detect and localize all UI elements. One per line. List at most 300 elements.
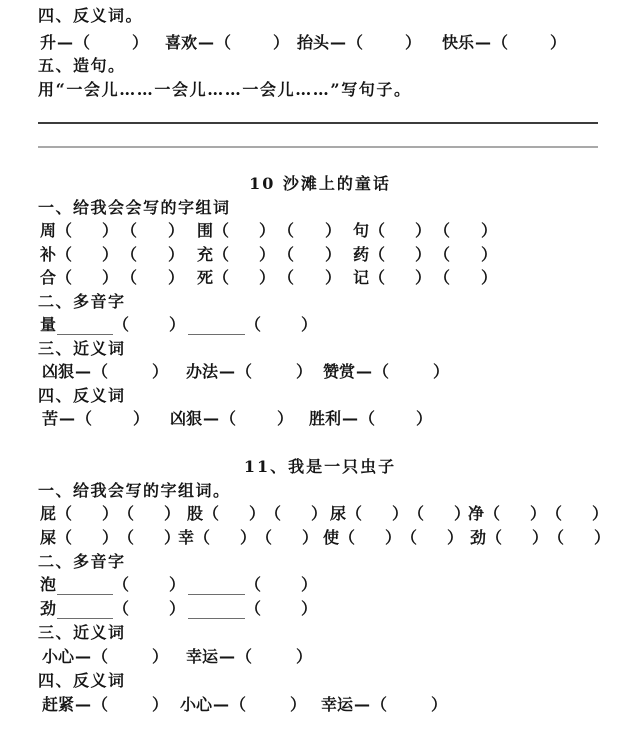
answer-blank	[245, 599, 317, 619]
answer-blank	[256, 528, 318, 548]
blank-space	[137, 268, 168, 288]
antonym-item	[297, 33, 421, 53]
close-paren: ）	[416, 409, 433, 428]
blank-space	[72, 245, 102, 265]
open-paren: （	[236, 362, 253, 381]
antonym-item	[42, 695, 168, 715]
dash: —	[57, 33, 74, 52]
dash: —	[75, 362, 92, 381]
word-prompt: 苦	[42, 409, 59, 428]
open-paren: （	[265, 504, 282, 523]
close-paren: ）	[277, 409, 294, 428]
dash: —	[219, 362, 236, 381]
blank-space	[294, 268, 325, 288]
blank-space	[362, 504, 392, 524]
open-paren: （	[373, 362, 390, 381]
answer-blank	[76, 409, 149, 429]
close-paren: ）	[102, 504, 119, 523]
word-prompt: 凶狠	[42, 362, 75, 381]
close-paren: ）	[405, 33, 422, 52]
close-paren: ）	[481, 268, 498, 287]
lesson-title: 10 沙滩上的童话	[249, 174, 391, 193]
close-paren: ）	[249, 504, 266, 523]
word-prompt: 赞赏	[323, 362, 356, 381]
open-paren: （	[434, 268, 451, 287]
answer-blank	[484, 504, 546, 524]
blank-space	[261, 315, 301, 335]
answer-blank	[265, 504, 327, 524]
close-paren: ）	[325, 221, 342, 240]
answer-blank	[213, 245, 275, 265]
answer-blank	[203, 504, 265, 524]
word-row	[0, 221, 640, 241]
word-prompt: 幸运	[186, 647, 219, 666]
answer-blank	[220, 409, 293, 429]
open-paren: （	[56, 528, 73, 547]
blank-space	[137, 245, 168, 265]
word-group	[353, 268, 497, 288]
answer-blank	[359, 409, 432, 429]
dash: —	[356, 362, 373, 381]
section-heading-words: 一、给我会会写的字组词	[38, 198, 231, 217]
answer-blank	[245, 315, 317, 335]
close-paren: ）	[169, 575, 186, 594]
answer-blank	[118, 528, 180, 548]
close-paren: ）	[168, 245, 185, 264]
character-prompt: 屁	[40, 504, 57, 523]
close-paren: ）	[273, 33, 290, 52]
open-paren: （	[434, 245, 451, 264]
character-prompt: 药	[353, 245, 370, 264]
answer-blank	[121, 245, 184, 265]
word-prompt: 升	[40, 33, 57, 52]
antonym-item	[180, 695, 306, 715]
answer-blank	[113, 599, 185, 619]
close-paren: ）	[168, 268, 185, 287]
blank-space	[385, 245, 415, 265]
open-paren: （	[220, 409, 237, 428]
open-paren: （	[194, 528, 211, 547]
blank-space	[385, 268, 415, 288]
answer-blank	[278, 268, 341, 288]
word-group	[187, 504, 327, 524]
blank-space	[72, 528, 102, 548]
word-row	[0, 528, 640, 548]
answer-blank	[492, 33, 566, 53]
answer-blank	[434, 268, 497, 288]
dash: —	[330, 33, 347, 52]
open-paren: （	[118, 504, 135, 523]
answer-blank	[408, 504, 470, 524]
pinyin-underline	[57, 599, 113, 619]
close-paren: ）	[415, 268, 432, 287]
word-row	[0, 245, 640, 265]
pinyin-underline	[188, 575, 245, 595]
answer-blank	[215, 33, 289, 53]
blank-space	[281, 504, 311, 524]
open-paren: （	[74, 33, 91, 52]
open-paren: （	[121, 245, 138, 264]
dash: —	[213, 695, 230, 714]
character-prompt: 股	[187, 504, 204, 523]
answer-blank	[434, 245, 497, 265]
close-paren: ）	[447, 528, 464, 547]
pinyin-underline	[57, 575, 113, 595]
section-heading-antonyms: 四、反义词。	[38, 6, 144, 25]
writing-line	[38, 146, 598, 148]
open-paren: （	[256, 528, 273, 547]
close-paren: ）	[532, 528, 549, 547]
dash: —	[354, 695, 371, 714]
open-paren: （	[113, 599, 130, 618]
synonym-item	[186, 647, 312, 667]
character-prompt: 使	[323, 528, 340, 547]
close-paren: ）	[168, 221, 185, 240]
word-prompt: 办法	[186, 362, 219, 381]
answer-blank	[401, 528, 463, 548]
blank-space	[294, 221, 325, 241]
section-heading-polyphones: 二、多音字	[38, 292, 126, 311]
polyphone-row	[0, 599, 640, 619]
close-paren: ）	[433, 362, 450, 381]
close-paren: ）	[169, 315, 186, 334]
word-prompt: 喜欢	[165, 33, 198, 52]
word-prompt: 快乐	[442, 33, 475, 52]
open-paren: （	[245, 315, 262, 334]
character-prompt: 死	[197, 268, 214, 287]
answer-blank	[92, 647, 168, 667]
open-paren: （	[548, 528, 565, 547]
close-paren: ）	[152, 647, 169, 666]
word-prompt: 抬头	[297, 33, 330, 52]
answer-blank	[56, 245, 118, 265]
answer-blank	[369, 268, 431, 288]
blank-space	[500, 504, 530, 524]
word-group	[330, 504, 470, 524]
blank-space	[108, 695, 152, 715]
close-paren: ）	[102, 245, 119, 264]
synonym-row	[0, 647, 640, 667]
blank-space	[134, 504, 164, 524]
antonym-item	[170, 409, 293, 429]
open-paren: （	[278, 221, 295, 240]
close-paren: ）	[102, 268, 119, 287]
character-prompt: 围	[197, 221, 214, 240]
answer-blank	[371, 695, 447, 715]
answer-blank	[339, 528, 401, 548]
open-paren: （	[245, 599, 262, 618]
open-paren: （	[359, 409, 376, 428]
word-group	[40, 528, 180, 548]
synonym-item	[42, 362, 168, 382]
open-paren: （	[113, 315, 130, 334]
answer-blank	[346, 504, 408, 524]
answer-blank	[113, 575, 185, 595]
character-prompt: 屎	[40, 528, 57, 547]
close-paren: ）	[325, 245, 342, 264]
dash: —	[203, 409, 220, 428]
blank-space	[252, 647, 296, 667]
close-paren: ）	[301, 315, 318, 334]
blank-space	[137, 221, 168, 241]
word-prompt: 小心	[42, 647, 75, 666]
polyphone-item	[40, 599, 317, 619]
close-paren: ）	[325, 268, 342, 287]
open-paren: （	[369, 221, 386, 240]
open-paren: （	[245, 575, 262, 594]
word-group	[40, 268, 184, 288]
blank-space	[450, 221, 481, 241]
open-paren: （	[339, 528, 356, 547]
blank-space	[210, 528, 240, 548]
open-paren: （	[92, 647, 109, 666]
answer-blank	[369, 245, 431, 265]
dash: —	[59, 409, 76, 428]
word-prompt: 凶狠	[170, 409, 203, 428]
character-prompt: 合	[40, 268, 57, 287]
blank-space	[261, 575, 301, 595]
word-prompt: 小心	[180, 695, 213, 714]
polyphone-item	[40, 315, 317, 335]
open-paren: （	[278, 245, 295, 264]
open-paren: （	[486, 528, 503, 547]
close-paren: ）	[259, 268, 276, 287]
answer-blank	[56, 221, 118, 241]
blank-space	[72, 504, 102, 524]
close-paren: ）	[301, 599, 318, 618]
close-paren: ）	[296, 647, 313, 666]
blank-space	[363, 33, 405, 53]
open-paren: （	[118, 528, 135, 547]
blank-space	[272, 528, 302, 548]
section-heading-antonyms: 四、反义词	[38, 671, 126, 690]
blank-space	[564, 528, 594, 548]
answer-blank	[369, 221, 431, 241]
close-paren: ）	[301, 575, 318, 594]
antonym-row	[0, 695, 640, 715]
close-paren: ）	[431, 695, 448, 714]
open-paren: （	[76, 409, 93, 428]
character-prompt: 尿	[330, 504, 347, 523]
close-paren: ）	[415, 221, 432, 240]
character-prompt: 幸	[178, 528, 195, 547]
word-group	[197, 221, 341, 241]
character-prompt: 劲	[470, 528, 487, 547]
answer-blank	[373, 362, 449, 382]
open-paren: （	[346, 504, 363, 523]
answer-blank	[213, 268, 275, 288]
open-paren: （	[369, 268, 386, 287]
word-prompt: 胜利	[309, 409, 342, 428]
word-prompt: 赶紧	[42, 695, 75, 714]
answer-blank	[434, 221, 497, 241]
word-group	[40, 504, 180, 524]
answer-blank	[92, 362, 168, 382]
answer-blank	[74, 33, 148, 53]
close-paren: ）	[259, 221, 276, 240]
lesson-title: 11、我是一只虫子	[243, 457, 397, 476]
character-prompt: 记	[353, 268, 370, 287]
blank-space	[252, 362, 296, 382]
blank-space	[502, 528, 532, 548]
character-prompt: 周	[40, 221, 57, 240]
character-prompt: 补	[40, 245, 57, 264]
word-group	[323, 528, 463, 548]
blank-space	[508, 33, 550, 53]
open-paren: （	[434, 221, 451, 240]
close-paren: ）	[102, 528, 119, 547]
close-paren: ）	[594, 528, 611, 547]
section-heading-words: 一、给我会写的字组词。	[38, 481, 231, 500]
close-paren: ）	[592, 504, 609, 523]
character-prompt: 句	[353, 221, 370, 240]
open-paren: （	[92, 695, 109, 714]
synonym-row	[0, 362, 640, 382]
close-paren: ）	[481, 221, 498, 240]
pinyin-underline	[57, 315, 113, 335]
blank-space	[261, 599, 301, 619]
character-prompt: 劲	[40, 599, 57, 618]
close-paren: ）	[164, 504, 181, 523]
word-group	[353, 221, 497, 241]
word-group	[40, 245, 184, 265]
blank-space	[219, 504, 249, 524]
blank-space	[90, 33, 132, 53]
blank-space	[355, 528, 385, 548]
answer-blank	[194, 528, 256, 548]
close-paren: ）	[415, 245, 432, 264]
blank-space	[229, 245, 259, 265]
answer-blank	[546, 504, 608, 524]
blank-space	[450, 268, 481, 288]
close-paren: ）	[530, 504, 547, 523]
blank-space	[108, 362, 152, 382]
character-prompt: 净	[468, 504, 485, 523]
polyphone-row	[0, 575, 640, 595]
close-paren: ）	[481, 245, 498, 264]
blank-space	[246, 695, 290, 715]
open-paren: （	[215, 33, 232, 52]
close-paren: ）	[311, 504, 328, 523]
open-paren: （	[546, 504, 563, 523]
open-paren: （	[121, 221, 138, 240]
blank-space	[129, 315, 169, 335]
open-paren: （	[492, 33, 509, 52]
open-paren: （	[484, 504, 501, 523]
close-paren: ）	[550, 33, 567, 52]
close-paren: ）	[152, 362, 169, 381]
open-paren: （	[213, 245, 230, 264]
answer-blank	[118, 504, 180, 524]
open-paren: （	[121, 268, 138, 287]
blank-space	[92, 409, 133, 429]
answer-blank	[56, 504, 118, 524]
answer-blank	[56, 528, 118, 548]
writing-line	[38, 122, 598, 124]
open-paren: （	[213, 268, 230, 287]
close-paren: ）	[302, 528, 319, 547]
character-prompt: 泡	[40, 575, 57, 594]
pinyin-underline	[188, 315, 245, 335]
pinyin-underline	[188, 599, 245, 619]
section-heading-sentence: 五、造句。	[38, 56, 126, 75]
close-paren: ）	[152, 695, 169, 714]
open-paren: （	[236, 647, 253, 666]
close-paren: ）	[164, 528, 181, 547]
antonym-item	[442, 33, 566, 53]
blank-space	[389, 362, 433, 382]
dash: —	[219, 647, 236, 666]
blank-space	[229, 221, 259, 241]
blank-space	[134, 528, 164, 548]
dash: —	[75, 647, 92, 666]
close-paren: ）	[259, 245, 276, 264]
answer-blank	[548, 528, 610, 548]
word-row	[0, 268, 640, 288]
section-heading-polyphones: 二、多音字	[38, 552, 126, 571]
word-group	[468, 504, 608, 524]
section-heading-synonyms: 三、近义词	[38, 623, 126, 642]
word-group	[197, 268, 341, 288]
antonym-item	[165, 33, 289, 53]
open-paren: （	[401, 528, 418, 547]
antonym-row	[0, 33, 640, 53]
answer-blank	[278, 245, 341, 265]
word-row	[0, 504, 640, 524]
blank-space	[108, 647, 152, 667]
blank-space	[562, 504, 592, 524]
antonym-item	[321, 695, 447, 715]
dash: —	[475, 33, 492, 52]
answer-blank	[113, 315, 185, 335]
antonym-item	[40, 33, 148, 53]
answer-blank	[236, 362, 312, 382]
answer-blank	[213, 221, 275, 241]
close-paren: ）	[392, 504, 409, 523]
polyphone-item	[40, 575, 317, 595]
open-paren: （	[56, 504, 73, 523]
open-paren: （	[56, 268, 73, 287]
antonym-row	[0, 409, 640, 429]
word-group	[178, 528, 318, 548]
synonym-item	[186, 362, 312, 382]
synonym-item	[323, 362, 449, 382]
answer-blank	[56, 268, 118, 288]
word-group	[197, 245, 341, 265]
open-paren: （	[278, 268, 295, 287]
sentence-prompt: 用“一会儿……一会儿……一会儿……”写句子。	[38, 80, 412, 99]
answer-blank	[486, 528, 548, 548]
open-paren: （	[369, 245, 386, 264]
dash: —	[198, 33, 215, 52]
blank-space	[129, 599, 169, 619]
close-paren: ）	[454, 504, 471, 523]
section-heading-synonyms: 三、近义词	[38, 339, 126, 358]
dash: —	[75, 695, 92, 714]
blank-space	[229, 268, 259, 288]
blank-space	[385, 221, 415, 241]
character-prompt: 充	[197, 245, 214, 264]
blank-space	[72, 268, 102, 288]
open-paren: （	[56, 245, 73, 264]
answer-blank	[230, 695, 306, 715]
blank-space	[450, 245, 481, 265]
open-paren: （	[92, 362, 109, 381]
blank-space	[294, 245, 325, 265]
answer-blank	[92, 695, 168, 715]
open-paren: （	[56, 221, 73, 240]
close-paren: ）	[169, 599, 186, 618]
